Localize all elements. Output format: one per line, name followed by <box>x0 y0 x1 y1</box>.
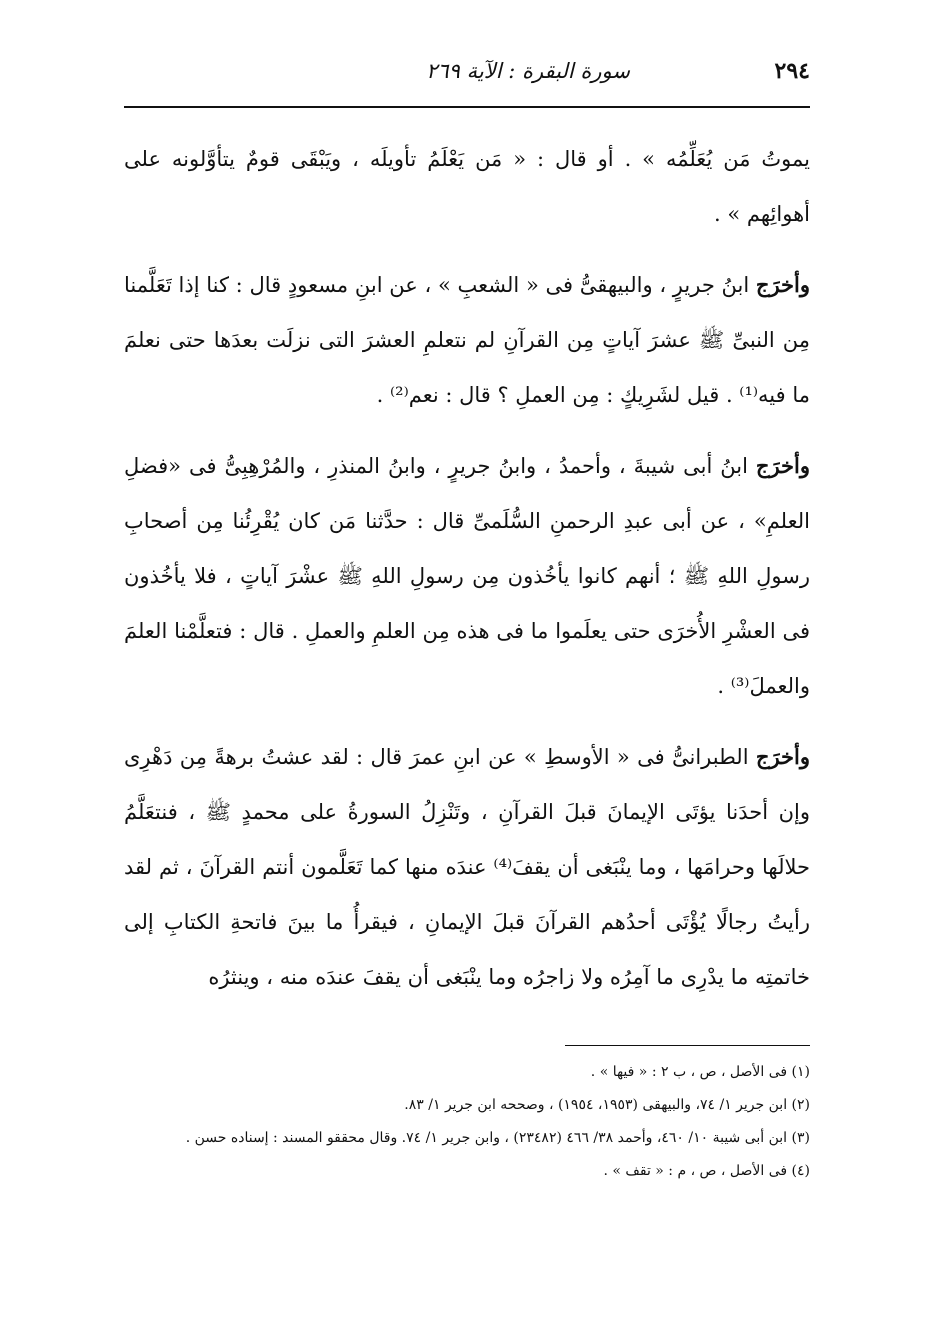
paragraph-text: الطبرانىُّ فى « الأوسطِ » عن ابنِ عمرَ قال : لقد عشتُ برهةً مِن دَهْرِى وإن أحدَنا يؤتَى الإيمانَ قبلَ القرآنِ ، وتَنْزِلُ السورةُ على محمدٍ ﷺ ، فنتعَلَّمُ حلالَها وحرامَها ، وما ينْبَغى أن يقفَ⁽⁴⁾ عندَه منها كما تَعَلَّمون أنتم القرآنَ ، ثم لقد رأيتُ رجالًا يُؤْتَى أحدُهم القرآنَ قبلَ الإيمانِ ، فيقرأُ ما بينَ فاتحةِ الكتابِ إلى خاتمتِه ما يدْرِى ما آمِرُه ولا زاجرُه وما ينْبَغى أن يقفَ عندَه منه ، وينثرُه <box>124 745 810 989</box>
footnote: (١) فى الأصل ، ص ، ب ٢ : « فيها » . <box>590 1064 810 1080</box>
paragraph <box>124 132 810 242</box>
running-title: سورة البقرة : الآية ٢٦٩ <box>426 59 630 83</box>
paragraph-lead: وأخرَج <box>755 744 810 769</box>
footnote: (٤) فى الأصل ، ص ، م : « تقف » . <box>603 1163 810 1179</box>
book-page <box>124 58 810 1188</box>
paragraph <box>124 257 810 423</box>
page-header <box>124 58 810 108</box>
footnotes <box>124 1056 810 1188</box>
paragraph <box>124 438 810 714</box>
main-text <box>124 132 810 1005</box>
paragraph-text: ابنُ أبى شيبةَ ، وأحمدُ ، وابنُ جريرٍ ، وابنُ المنذرِ ، والمُرْهِبِىُّ فى «فضلِ العلمِ» ، عن أبى عبدِ الرحمنِ السُّلَمىِّ قال : حدَّثنا مَن كان يُقْرِئُنا مِن أصحابِ رسولِ اللهِ ﷺ ؛ أنهم كانوا يأخُذون مِن رسولِ اللهِ ﷺ عشْرَ آياتٍ ، فلا يأخُذون فى العشْرِ الأُخرَى حتى يعلَموا ما فى هذه مِن العلمِ والعملِ . قال : فتعلَّمْنا العلمَ والعملَ⁽³⁾ . <box>124 454 810 698</box>
footnote: (٣) ابن أبى شيبة ١٠/ ٤٦٠، وأحمد ٣٨/ ٤٦٦ (٢٣٤٨٢) ، وابن جرير ١/ ٧٤. وقال محققو المسند : إسناده حسن . <box>185 1130 810 1146</box>
footnote-divider <box>565 1045 810 1046</box>
footnote: (٢) ابن جرير ١/ ٧٤، والبيهقى (١٩٥٣، ١٩٥٤) ، وصححه ابن جرير ١/ ٨٣. <box>404 1097 810 1113</box>
paragraph <box>124 729 810 1005</box>
paragraph-text: ابنُ جريرٍ ، والبيهقىُّ فى « الشعبِ » ، عن ابنِ مسعودٍ قال : كنا إذا تَعَلَّمنا مِن النبىِّ ﷺ عشرَ آياتٍ مِن القرآنِ لم نتعلمِ العشرَ التى نزلَت بعدَها حتى نعلمَ ما فيه⁽¹⁾ . قيل لشَرِيكٍ : مِن العملِ ؟ قال : نعم⁽²⁾ . <box>124 273 810 407</box>
paragraph-lead: وأخرَج <box>755 272 810 297</box>
page-number: ٢٩٤ <box>774 58 810 84</box>
paragraph-text: يموتُ مَن يُعَلِّمُه » . أو قال : « مَن يَعْلَمُ تأويلَه ، ويَبْقَى قومٌ يتأوَّلونه على أهوائِهم » . <box>124 147 810 226</box>
paragraph-lead: وأخرَج <box>755 453 810 478</box>
